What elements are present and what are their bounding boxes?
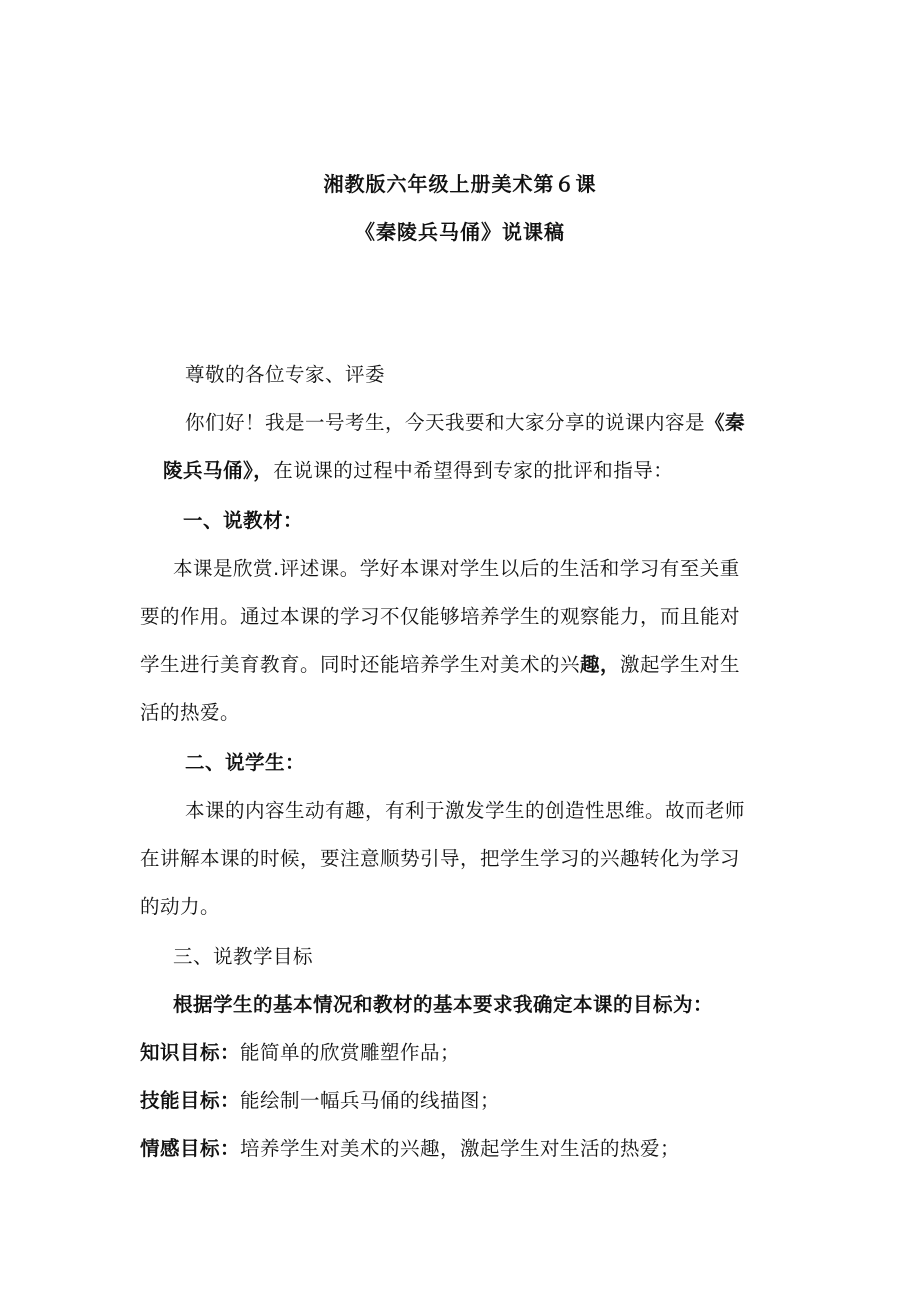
intro-line-2-bold: 陵兵马俑》， — [163, 459, 274, 482]
intro-line-1-text: 你们好！我是一号考生，今天我要和大家分享的说课内容是 — [185, 411, 706, 434]
section1-line-1: 本课是欣赏.评述课。学好本课对学生以后的生活和学习有至关重 — [173, 557, 740, 580]
section1-heading: 一、说教材： — [183, 509, 304, 532]
goal-emotion-label: 情感目标： — [140, 1137, 241, 1160]
section3-heading: 三、说教学目标 — [173, 945, 314, 968]
intro-line-2-text: 在说课的过程中希望得到专家的批评和指导： — [273, 459, 674, 482]
goal-knowledge-label: 知识目标： — [140, 1041, 241, 1064]
goal-emotion-text: 培养学生对美术的兴趣，激起学生对生活的热爱； — [240, 1137, 681, 1160]
section1-line-3-tail: 激起学生对生 — [620, 653, 741, 676]
goal-knowledge — [140, 1040, 460, 1066]
section1-line-3-text: 学生进行美育教育。同时还能培养学生对美术的兴 — [140, 653, 581, 676]
section1-line-4: 活的热爱。 — [140, 701, 241, 724]
section1-line-2: 要的作用。通过本课的学习不仅能够培养学生的观察能力，而且能对 — [140, 605, 741, 628]
section2-line-1: 本课的内容生动有趣，有利于激发学生的创造性思维。故而老师 — [185, 799, 746, 822]
document-title-line1: 湘教版六年级上册美术第６课 — [323, 172, 597, 196]
section2-line-3: 的动力。 — [140, 895, 221, 918]
section2-heading: 二、说学生： — [185, 751, 306, 774]
intro-line-2 — [163, 458, 673, 484]
goal-skill — [140, 1088, 500, 1114]
intro-line-1-bold: 《秦 — [705, 411, 746, 434]
document-title-line2: 《秦陵兵马俑》说课稿 — [355, 220, 565, 244]
goal-knowledge-text: 能简单的欣赏雕塑作品； — [240, 1041, 461, 1064]
section1-line-3-bold: 趣， — [580, 653, 621, 676]
intro-line-1 — [185, 410, 745, 436]
goal-skill-text: 能绘制一幅兵马俑的线描图； — [240, 1089, 501, 1112]
goal-emotion — [140, 1136, 680, 1162]
greeting: 尊敬的各位专家、评委 — [185, 363, 386, 386]
goal-skill-label: 技能目标： — [140, 1089, 241, 1112]
section1-line-3 — [140, 652, 740, 678]
section3-lead: 根据学生的基本情况和教材的基本要求我确定本课的目标为： — [173, 993, 714, 1016]
section2-line-2: 在讲解本课的时候，要注意顺势引导，把学生学习的兴趣转化为学习 — [140, 847, 741, 870]
